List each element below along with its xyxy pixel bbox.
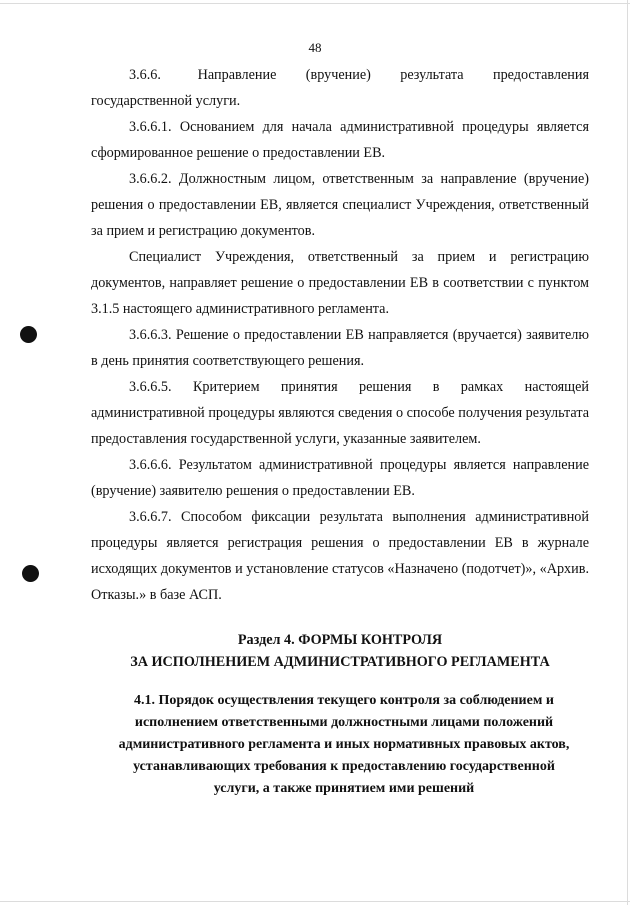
section-heading-line: ЗА ИСПОЛНЕНИЕМ АДМИНИСТРАТИВНОГО РЕГЛАМЕНТА xyxy=(130,654,550,670)
paragraph-3-6-6: 3.6.6. Направление (вручение) результата предоставления государственной услуги. xyxy=(91,67,589,109)
subsection-heading-line: 4.1. Порядок осуществления текущего контроля за соблюдением и xyxy=(134,693,554,708)
binder-hole-mark xyxy=(22,565,39,582)
paragraph-3-6-6-1: 3.6.6.1. Основанием для начала административной процедуры является сформированное решение о предоставлении ЕВ. xyxy=(91,119,589,161)
paragraph-specialist: Специалист Учреждения, ответственный за прием и регистрацию документов, направляет решение о предоставлении ЕВ в соответствии с пунктом 3.1.5 настоящего административного регламента. xyxy=(91,249,589,317)
paragraph-3-6-6-3: 3.6.6.3. Решение о предоставлении ЕВ направляется (вручается) заявителю в день принятия соответствующего решения. xyxy=(91,327,589,369)
section-heading xyxy=(91,629,589,673)
scan-edge-top xyxy=(0,3,630,4)
subsection-heading-line: услуги, а также принятием ими решений xyxy=(213,781,475,796)
subsection-heading-line: административного регламента и иных нормативных правовых актов, xyxy=(118,737,570,752)
subsection-heading-line: устанавливающих требования к предоставлению государственной xyxy=(133,759,555,774)
subsection-heading xyxy=(96,690,592,800)
paragraph-3-6-6-7: 3.6.6.7. Способом фиксации результата выполнения административной процедуры является регистрация решения о предоставлении ЕВ в журнале исходящих документов и установление статусов «Назначено (подотчет)», «Архив. Отказы.» в базе АСП. xyxy=(91,509,589,603)
binder-hole-mark xyxy=(20,326,37,343)
paragraph-3-6-6-5: 3.6.6.5. Критерием принятия решения в рамках настоящей административной процедуры являются сведения о способе получения результата предоставления государственной услуги, указанные заявителем. xyxy=(91,379,589,447)
subsection-heading-line: исполнением ответственными должностными лицами положений xyxy=(134,715,554,730)
section-heading-line: Раздел 4. ФОРМЫ КОНТРОЛЯ xyxy=(237,632,443,648)
paragraph-3-6-6-6: 3.6.6.6. Результатом административной процедуры является направление (вручение) заявителю решения о предоставлении ЕВ. xyxy=(91,457,589,499)
paragraph-3-6-6-2: 3.6.6.2. Должностным лицом, ответственным за направление (вручение) решения о предоставлении ЕВ, является специалист Учреждения, ответственный за прием и регистрацию документов. xyxy=(91,171,589,239)
scan-edge-bottom xyxy=(0,901,630,902)
scan-edge-right xyxy=(627,0,628,905)
document-body xyxy=(91,62,589,608)
page-number: 48 xyxy=(308,40,322,55)
